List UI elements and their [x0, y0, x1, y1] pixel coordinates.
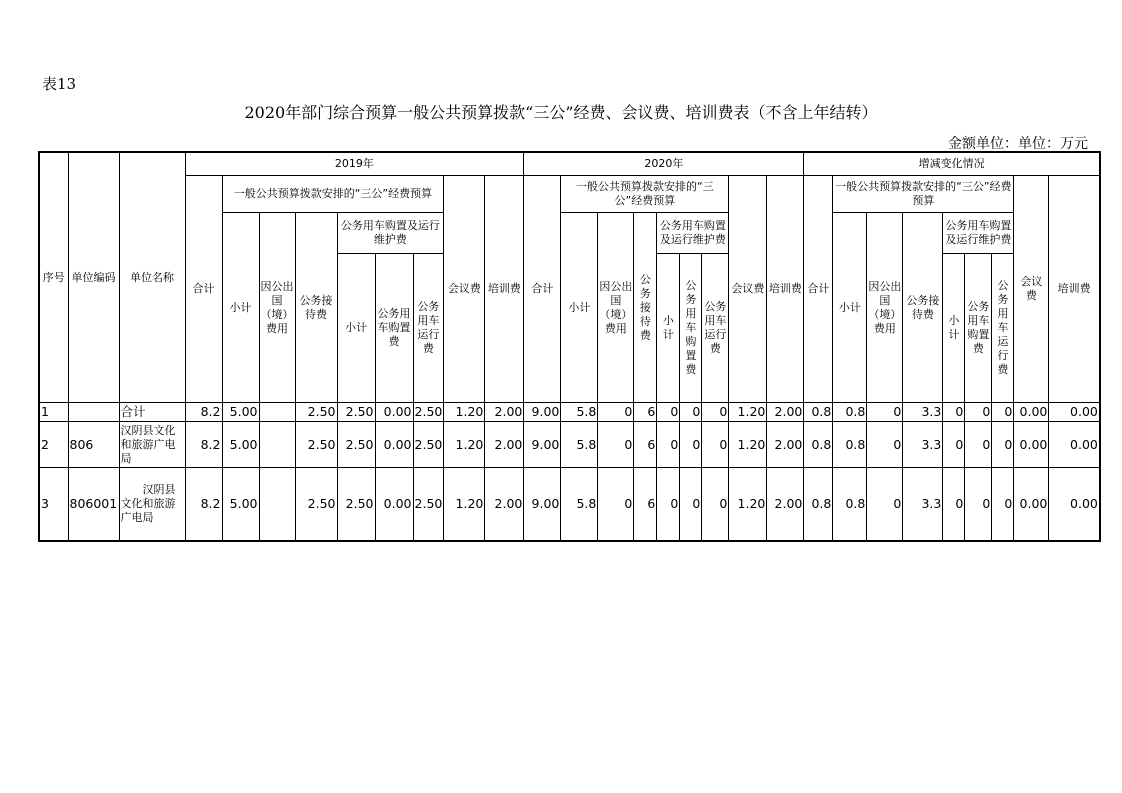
cell-value: 0.00	[1049, 403, 1100, 422]
col-header-seq: 序号	[39, 152, 68, 403]
cell-value: 0.8	[804, 403, 833, 422]
group-header-2020: 2020年	[524, 152, 804, 176]
col-header-code: 单位编码	[68, 152, 119, 403]
col-change-vehicle: 公务用车购置及运行维护费	[943, 213, 1014, 254]
col-change-v-subtotal: 小计	[943, 254, 965, 403]
col-change-v-operation: 公务用车运行费	[992, 254, 1014, 403]
cell-value: 0.00	[1014, 422, 1049, 468]
cell-value: 0.00	[1014, 468, 1049, 541]
cell-value	[259, 468, 295, 541]
cell-value: 2.50	[337, 422, 375, 468]
cell-value: 5.00	[222, 468, 259, 541]
cell-value: 6	[634, 403, 657, 422]
col-change-meeting: 会议费	[1014, 176, 1049, 403]
col-2019-abroad: 因公出国（境）费用	[259, 213, 295, 403]
col-change-reception: 公务接待费	[903, 213, 943, 403]
col-change-sangong: 一般公共预算拨款安排的“三公”经费预算	[833, 176, 1014, 213]
cell-value: 0	[680, 468, 702, 541]
cell-value	[259, 403, 295, 422]
cell-value: 5.8	[561, 422, 598, 468]
cell-seq: 2	[39, 422, 68, 468]
cell-value: 0	[943, 403, 965, 422]
cell-value: 0	[943, 468, 965, 541]
cell-name: 汉阴县文化和旅游广电局	[119, 422, 185, 468]
table-number-label: 表13	[42, 75, 77, 93]
cell-value: 0	[702, 403, 729, 422]
col-2019-sangong: 一般公共预算拨款安排的“三公”经费预算	[222, 176, 444, 213]
col-2020-subtotal: 小计	[561, 213, 598, 403]
cell-value: 0	[598, 403, 634, 422]
cell-value: 2.50	[413, 422, 444, 468]
cell-seq: 3	[39, 468, 68, 541]
cell-value: 0	[992, 468, 1014, 541]
cell-value: 0.8	[833, 468, 867, 541]
col-2020-v-purchase: 公务用车购置费	[680, 254, 702, 403]
cell-value: 2.50	[413, 468, 444, 541]
cell-value: 0.00	[1049, 422, 1100, 468]
cell-value: 0	[965, 468, 992, 541]
cell-value: 2.00	[767, 422, 804, 468]
cell-value: 2.00	[767, 468, 804, 541]
table-row	[39, 468, 1100, 541]
cell-value: 2.50	[337, 403, 375, 422]
cell-value: 0	[965, 422, 992, 468]
cell-value: 6	[634, 468, 657, 541]
header-row-sangong	[39, 176, 1100, 213]
cell-value: 0.00	[375, 422, 413, 468]
cell-name: 合计	[119, 403, 185, 422]
col-2019-v-operation: 公务用车运行费	[413, 254, 444, 403]
cell-value: 1.20	[729, 422, 767, 468]
cell-value: 2.00	[485, 468, 524, 541]
table-row	[39, 403, 1100, 422]
cell-value: 0	[598, 468, 634, 541]
cell-value: 0.8	[804, 468, 833, 541]
cell-value: 0.00	[1014, 403, 1049, 422]
cell-value: 0	[598, 422, 634, 468]
cell-value: 5.00	[222, 422, 259, 468]
col-2019-v-subtotal: 小计	[337, 254, 375, 403]
cell-value: 2.50	[295, 468, 337, 541]
group-header-2019: 2019年	[185, 152, 524, 176]
col-2019-v-purchase: 公务用车购置费	[375, 254, 413, 403]
col-2020-reception: 公务接待费	[634, 213, 657, 403]
cell-value: 0.8	[833, 403, 867, 422]
cell-value: 1.20	[444, 403, 485, 422]
cell-value: 0.00	[1049, 468, 1100, 541]
cell-value: 0	[680, 403, 702, 422]
cell-value: 5.00	[222, 403, 259, 422]
cell-code	[68, 403, 119, 422]
cell-value: 9.00	[524, 403, 561, 422]
col-2019-meeting: 会议费	[444, 176, 485, 403]
cell-value: 0	[992, 422, 1014, 468]
cell-name: 汉阴县文化和旅游广电局	[119, 468, 185, 541]
header-row-groups	[39, 152, 1100, 176]
cell-value: 0.00	[375, 403, 413, 422]
cell-value: 0	[657, 422, 680, 468]
cell-value: 0	[867, 468, 903, 541]
cell-value: 8.2	[185, 403, 222, 422]
cell-value: 5.8	[561, 403, 598, 422]
cell-value: 2.50	[413, 403, 444, 422]
cell-value: 0	[657, 468, 680, 541]
cell-value: 6	[634, 422, 657, 468]
col-2020-vehicle: 公务用车购置及运行维护费	[657, 213, 729, 254]
cell-seq: 1	[39, 403, 68, 422]
group-header-change: 增减变化情况	[804, 152, 1100, 176]
cell-value: 2.50	[295, 403, 337, 422]
col-2019-training: 培训费	[485, 176, 524, 403]
col-change-v-purchase: 公务用车购置费	[965, 254, 992, 403]
cell-value: 3.3	[903, 403, 943, 422]
cell-value: 5.8	[561, 468, 598, 541]
cell-value: 0	[992, 403, 1014, 422]
cell-value: 8.2	[185, 422, 222, 468]
cell-value: 3.3	[903, 468, 943, 541]
col-2020-v-operation: 公务用车运行费	[702, 254, 729, 403]
cell-value: 3.3	[903, 422, 943, 468]
col-change-abroad: 因公出国（境）费用	[867, 213, 903, 403]
col-2020-abroad: 因公出国（境）费用	[598, 213, 634, 403]
page-title: 2020年部门综合预算一般公共预算拨款“三公”经费、会议费、培训费表（不含上年结转）	[244, 103, 878, 122]
cell-value: 2.00	[767, 403, 804, 422]
cell-value: 0	[702, 468, 729, 541]
cell-value: 0	[867, 403, 903, 422]
cell-value: 1.20	[444, 468, 485, 541]
cell-value: 0	[657, 403, 680, 422]
cell-value: 9.00	[524, 422, 561, 468]
cell-code: 806	[68, 422, 119, 468]
col-2019-vehicle: 公务用车购置及运行维护费	[337, 213, 444, 254]
cell-value: 2.00	[485, 403, 524, 422]
cell-value: 8.2	[185, 468, 222, 541]
cell-value: 2.00	[485, 422, 524, 468]
cell-value: 1.20	[729, 403, 767, 422]
cell-value: 0.00	[375, 468, 413, 541]
cell-code: 806001	[68, 468, 119, 541]
col-2019-reception: 公务接待费	[295, 213, 337, 403]
cell-value: 9.00	[524, 468, 561, 541]
cell-value: 0.8	[804, 422, 833, 468]
col-2020-v-subtotal: 小计	[657, 254, 680, 403]
cell-value: 0	[867, 422, 903, 468]
cell-value: 1.20	[444, 422, 485, 468]
col-2019-total: 合计	[185, 176, 222, 403]
col-header-name: 单位名称	[119, 152, 185, 403]
col-2020-total: 合计	[524, 176, 561, 403]
cell-value: 1.20	[729, 468, 767, 541]
col-change-total: 合计	[804, 176, 833, 403]
col-2020-training: 培训费	[767, 176, 804, 403]
cell-value: 0	[680, 422, 702, 468]
table-row	[39, 422, 1100, 468]
cell-value: 0	[702, 422, 729, 468]
col-change-training: 培训费	[1049, 176, 1100, 403]
unit-label: 金额单位：单位：万元	[948, 136, 1088, 152]
cell-value: 2.50	[295, 422, 337, 468]
col-change-subtotal: 小计	[833, 213, 867, 403]
cell-value: 0	[943, 422, 965, 468]
budget-table	[38, 151, 1101, 542]
col-2020-meeting: 会议费	[729, 176, 767, 403]
cell-value: 0.8	[833, 422, 867, 468]
col-2019-subtotal: 小计	[222, 213, 259, 403]
col-2020-sangong: 一般公共预算拨款安排的“三公”经费预算	[561, 176, 729, 213]
cell-value: 0	[965, 403, 992, 422]
cell-value	[259, 422, 295, 468]
cell-value: 2.50	[337, 468, 375, 541]
